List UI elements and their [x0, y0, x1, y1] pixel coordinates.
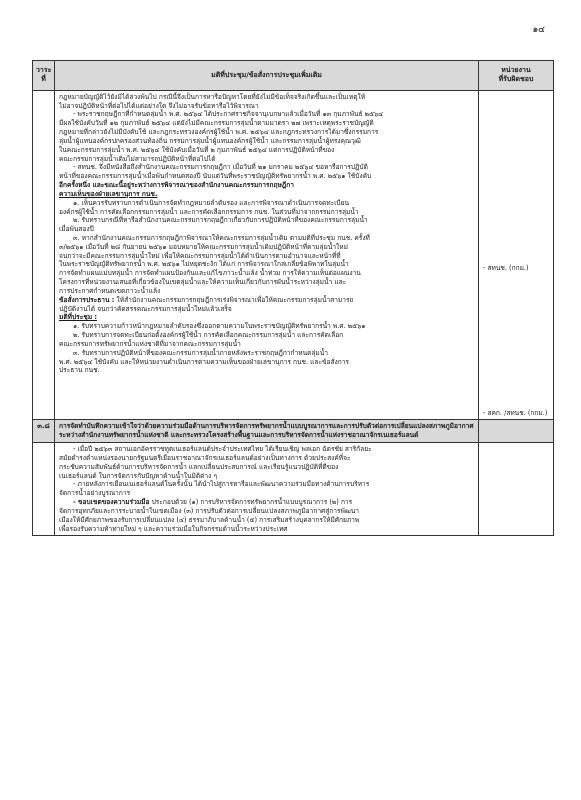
agenda-item-heading: การจัดทำบันทึกความเข้าใจว่าด้วยความร่วมมือด้านการบริหารจัดการทรัพยากรน้ำแบบบูรณาการและการปรับตัวต่อการเปลี่ยนแปลงสภาพภูมิอากาศ ระหว่างสำนักงานทรัพยากรน้ำแห่งชาติ และกระทรวงโครงสร้างพื้นฐานและการบริหารจัดการน้ำแห่งราชอาณาจักรเนเธอร์แลนด์	[55, 420, 479, 443]
opinion-1-line: ๑. เห็นควรรับทราบการดำเนินการจัดทำกฎหมายลำดับรอง และการพิจารณาดำเนินการจดทะเบียน	[73, 198, 349, 207]
scope-line: เมืองให้มีศักยภาพของรับการเปลี่ยนแปลง (๔) ธรรมาภิบาลด้านน้ำ (๕) การเสริมสร้างบุคลากรให้มีศักยภาพ	[59, 515, 360, 524]
opinion-1-line: องค์กรผู้ใช้น้ำ การคัดเลือกกรรมการลุ่มน้ำ และการคัดเลือกกรรมการ กนช. ในส่วนที่มาจากกรรมการลุ่มน้ำ	[59, 207, 359, 216]
paragraph-line: - ภายหลังการเยือนเนเธอร์แลนด์ในครั้งนั้น ได้นำไปสู่การหารือและพัฒนาความร่วมมือทางด้านการบริหาร	[73, 480, 370, 489]
table-row-heading	[33, 420, 554, 443]
paragraph-line: - พระราชกฤษฎีกาที่กำหนดลุ่มน้ำ พ.ศ. ๒๕๖๔ ได้ประกาศราชกิจจานุเบกษาแล้วเมื่อวันที่ ๑๓ กุมภาพันธ์ ๒๕๖๔	[73, 110, 384, 119]
responsible-unit-1: - สทนช. (กกม.)	[483, 263, 529, 272]
agenda-item-cell	[33, 443, 55, 536]
resolution-3-line: ประธาน กนช.	[59, 366, 100, 375]
directive-line	[59, 296, 474, 305]
scope-text: ประกอบด้วย (๑) การบริหารจัดการทรัพยากรน้ำแบบบูรณาการ (๒) การ	[151, 498, 353, 507]
responsible-unit-cell	[479, 420, 554, 443]
responsible-unit-cell	[479, 90, 554, 420]
paragraph-line: คณะกรรมการลุ่มน้ำเดิมไม่สามารถปฏิบัติหน้าที่ต่อไปได้	[59, 154, 216, 163]
paragraph-line: เนเธอร์แลนด์ ในการจัดการกับปัญหาด้านน้ำในมิติต่าง ๆ	[59, 471, 217, 480]
paragraph-line: ไม่อาจปฏิบัติหน้าที่ต่อไปได้แต่อย่างใด จึงไม่อาจรับข้อหารือไว้พิจารณา	[59, 101, 259, 110]
resolution-cell	[55, 90, 479, 420]
header-responsible-unit: หน่วยงาน ที่รับผิดชอบ	[479, 61, 554, 91]
paragraph-line: กฎหมายบัญญัติไว้ยังมิได้ล่วงพ้นไป กรณีนี้จึงเป็นการหารือปัญหาโดยที่ยังไม่มีข้อเท็จจริงเกิดขึ้นและเป็นเหตุให้	[59, 92, 366, 101]
paragraph-line: กฎหมายที่กล่าวยังไม่มีบังคับใช้ และกฎกระทรวงองค์กรผู้ใช้น้ำ พ.ศ. ๒๕๖๔ และกฎกระทรวงการได้มาซึ่งกรรมการ	[59, 128, 379, 137]
table-header-row	[33, 61, 554, 91]
resolution-label: มติที่ประชุม :	[59, 313, 97, 322]
header-agenda-item: วาระ ที่	[33, 61, 55, 91]
scope-line: จัดการอุทกภัยและการระบายน้ำในเขตเมือง (๓) การปรับตัวต่อการเปลี่ยนแปลงสภาพภูมิอากาศสู่การพัฒนา	[59, 506, 359, 515]
directive-text: ให้สำนักงานคณะกรรมการกฤษฎีการเร่งพิจารณาเพื่อให้คณะกรรมการลุ่มน้ำสามารถ	[116, 295, 354, 304]
paragraph-line: ลุ่มน้ำผู้แทนองค์กรปกครองส่วนท้องถิ่น กรรมการลุ่มน้ำผู้แทนองค์กรผู้ใช้น้ำ และกรรมการลุ่มน้ำผู้ทรงคุณวุฒิ	[59, 136, 361, 145]
paragraph-line: อีกครั้งหนึ่ง และขณะนี้อยู่ระหว่างการพิจารณาของสำนักงานคณะกรรมการกฤษฎีกา	[59, 181, 294, 190]
page-number: ๑๔	[532, 25, 545, 35]
table-row	[33, 443, 554, 536]
paragraph-line: สมัยดำรงตำแหน่งรองนายกรัฐมนตรีเยือนราชอาณาจักรเนเธอร์แลนด์อย่างเป็นทางการ ด้วยประสงค์ที่จะ	[59, 453, 351, 462]
opinion-2-line: ๒. รับทราบกรณีที่หารือสำนักงานคณะกรรมการกฤษฎีกาเกี่ยวกับการปฏิบัติหน้าที่ของคณะกรรมการลุ่มน้ำ	[73, 216, 368, 225]
minutes-table	[32, 60, 554, 536]
resolution-3-line: ๓. รับทราบการปฏิบัติหน้าที่ของคณะกรรมการลุ่มน้ำภายหลังพระราชกฤษฎีกากำหนดลุ่มน้ำ	[73, 348, 328, 357]
opinion-2-line: เมื่อพ้นสองปี	[59, 225, 94, 234]
table-row	[33, 90, 554, 420]
responsible-unit-cell	[479, 443, 554, 536]
paragraph-line: กระชับความสัมพันธ์ด้านการบริหารจัดการน้ำ แลกเปลี่ยนประสบการณ์ และเรียนรู้แนวปฏิบัติที่ดีของ	[59, 462, 339, 471]
responsible-unit-2: - สคก. /สทนช. (กกม.)	[483, 408, 548, 417]
opinion-3-line: ๓. หากสำนักงานคณะกรรมการกฤษฎีกาพิจารณาให้คณะกรรมการลุ่มน้ำเดิม ตามมติที่ประชุม กนช. ครั้งที่	[73, 234, 370, 242]
resolution-3-line: พ.ศ. ๒๕๖๔ ใช้บังคับ และให้หน่วยงานดำเนินการตามความเห็นของฝ่ายเลขานุการ กนช. และข้อสั่งการ	[59, 357, 349, 366]
agenda-item-number: ๓.๘	[33, 420, 55, 443]
directive-label: ข้อสั่งการประธาน :	[59, 295, 115, 304]
paragraph-line: - สทนช. จึงมีหนังสือถึงสำนักงานคณะกรรมการกฤษฎีกา เมื่อวันที่ ๒๑ มกราคม ๒๕๖๔ ขอหารือการปฏิบัติ	[73, 163, 368, 172]
opinion-3-line: การประกาศกำหนดเขตภาวะน้ำแล้ง	[59, 286, 161, 295]
paragraph-line: จัดการน้ำอย่างบูรณาการ	[59, 489, 131, 498]
directive-line: ปฏิบัติงานได้ จนกว่าคัดสรรคณะกรรมการลุ่มน้ำใหม่แล้วเสร็จ	[59, 304, 232, 313]
paragraph-line: - เมื่อปี ๒๕๖๓ สถานเอกอัครราชทูตเนเธอร์แลนด์ประจำประเทศไทย ได้เรียนเชิญ พลเอก ฉัตรชัย สาริกัลยะ	[73, 445, 372, 454]
paragraph-line: มีผลใช้บังคับวันที่ ๑๒ กุมภาพันธ์ ๒๕๖๔ แต่ยังไม่มีคณะกรรมการลุ่มน้ำตามมาตรา ๒๗ เพราะเหตุพระราชบัญญัติ	[59, 119, 374, 128]
opinion-3-line: จนกว่าจะมีคณะกรรมการลุ่มน้ำใหม่ เพื่อให้คณะกรรมการลุ่มน้ำได้ดำเนินการตามอำนาจและหน้าที่ที่	[59, 251, 341, 260]
opinion-3-line: ในพระราชบัญญัติทรัพยากรน้ำ พ.ศ. ๒๕๖๑ ไม่หยุดชะงัก ได้แก่ การพิจารณาใกล่เกลี่ยข้อพิพาทในลุ่มน้ำ	[59, 260, 349, 269]
paragraph-line: ในคณะกรรมการลุ่มน้ำ พ.ศ. ๒๕๖๔ ใช้บังคับเมื่อวันที่ ๒ กุมภาพันธ์ ๒๕๖๔ แต่การปฏิบัติหน้าที่ของ	[59, 145, 335, 154]
paragraph-line: หน้าที่ของคณะกรรมการลุ่มน้ำเมื่อพ้นกำหนดสองปี นับแต่วันที่พระราชบัญญัติทรัพยากรน้ำ พ.ศ. ๒๕๖๑ ใช้บังคับ	[59, 172, 372, 181]
opinion-heading: ความเห็นของฝ่ายเลขานุการ กนช.	[59, 189, 158, 198]
agenda-item-cell	[33, 90, 55, 420]
scope-line	[59, 498, 474, 507]
resolution-2-line: คณะกรรมการทรัพยากรน้ำแห่งชาติที่มาจากคณะกรรมการลุ่มน้ำ	[59, 339, 241, 348]
scope-label: - ขอบเขตของความร่วมมือ	[73, 498, 150, 507]
header-resolution: มติที่ประชุม/ข้อสั่งการประชุมเพิ่มเติม	[55, 61, 479, 91]
opinion-3-line: ๓/๒๕๖๑ เมื่อวันที่ ๒๘ กันยายน ๒๕๖๑ มอบหมายให้คณะกรรมการลุ่มน้ำเดิมปฏิบัติหน้าที่ตามลุ่มน้ำใหม่	[59, 242, 348, 251]
resolution-1-line: ๑. รับทราบความก้าวหน้ากฎหมายลำดับรองซึ่งออกตามความในพระราชบัญญัติทรัพยากรน้ำ พ.ศ. ๒๕๖๑	[73, 322, 366, 331]
resolution-2-line: ๒. รับทราบการจดทะเบียนก่อตั้งองค์กรผู้ใช้น้ำ การคัดเลือกคณะกรรมการลุ่มน้ำ และการคัดเลือก	[73, 331, 344, 340]
scope-line: เพื่อรองรับความท้าทายใหม่ ๆ และความร่วมมือในกิจกรรมด้านน้ำระหว่างประเทศ	[59, 524, 288, 533]
opinion-3-line: การจัดทำแผนแม่บทลุ่มน้ำ การจัดทำแผนป้องกันและแก้ไขภาวะน้ำแล้ง น้ำท่วม การให้ความเห็นต่อแผนงาน	[59, 269, 361, 278]
opinion-3-line: โครงการที่หน่วยงานเสนอที่เกี่ยวข้องในเขตลุ่มน้ำและให้ความเห็นเกี่ยวกับการผันน้ำระหว่างลุ่มน้ำ และ	[59, 278, 347, 287]
resolution-cell	[55, 443, 479, 536]
